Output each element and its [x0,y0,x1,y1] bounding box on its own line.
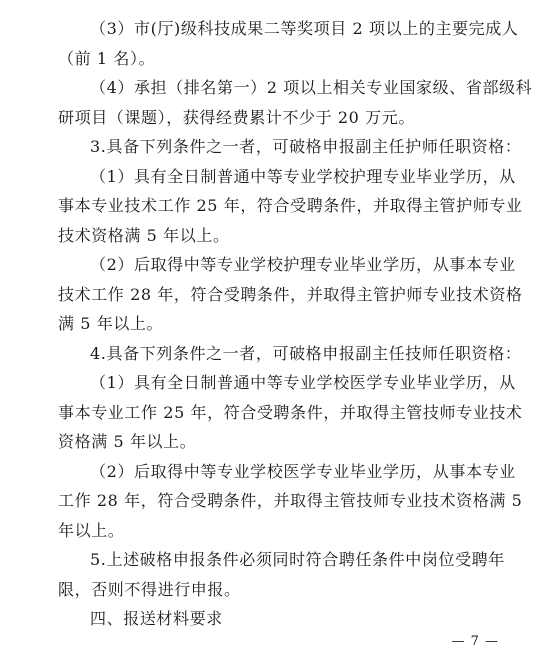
paragraph [58,457,523,546]
paragraph [58,604,498,634]
paragraph-line: 5.上述破格申报条件必须同时符合聘任条件中岗位受聘年 [90,550,505,569]
paragraph-line: 技术资格满 5 年以上。 [58,225,230,245]
paragraph-line: （1）具有全日制普通中等专业学校医学专业毕业学历，从 [90,373,516,392]
paragraph-line: 3.具备下列条件之一者，可破格申报副主任护师任职资格： [90,137,522,156]
paragraph-line: 事本专业技术工作 25 年，符合受聘条件，并取得主管护师专业 [58,196,523,215]
paragraph-line: （4）承担（排名第一）2 项以上相关专业国家级、省部级科 [90,78,533,97]
paragraph-line: （3）市(厅)级科技成果二等奖项目 2 项以上的主要完成人 [90,19,519,38]
paragraph [58,339,522,369]
paragraph-line: （1）具有全日制普通中等专业学校护理专业毕业学历，从 [90,166,516,186]
page-number: — 7 — [451,634,499,649]
paragraph-line: 满 5 年以上。 [58,314,164,333]
paragraph-line: 年以上。 [58,520,125,540]
paragraph [58,73,533,132]
paragraph-line: 4.具备下列条件之一者，可破格申报副主任技师任职资格： [90,343,522,363]
paragraph-line: 研项目（课题），获得经费累计不少于 20 万元。 [58,107,415,127]
paragraph [58,250,523,339]
paragraph [58,545,505,604]
paragraph-line: （2）后取得中等专业学校医学专业毕业学历，从事本专业 [90,461,516,481]
paragraph-line: 技术工作 28 年，符合受聘条件，并取得主管护师专业技术资格 [58,284,523,304]
paragraph [58,162,523,251]
document-body [58,14,533,634]
paragraph-line: 限，否则不得进行申报。 [58,579,241,599]
paragraph-line: （前 1 名）。 [58,48,156,68]
paragraph-line: 资格满 5 年以上。 [58,432,197,451]
paragraph [58,14,519,73]
paragraph [58,132,522,162]
paragraph-line: 四、报送材料要求 [90,609,223,628]
paragraph-line: 事本专业工作 25 年，符合受聘条件，并取得主管技师专业技术 [58,402,523,422]
paragraph-line: 工作 28 年，符合受聘条件，并取得主管技师专业技术资格满 5 [58,491,523,510]
paragraph-line: （2）后取得中等专业学校护理专业毕业学历，从事本专业 [90,255,516,274]
paragraph [58,368,523,457]
